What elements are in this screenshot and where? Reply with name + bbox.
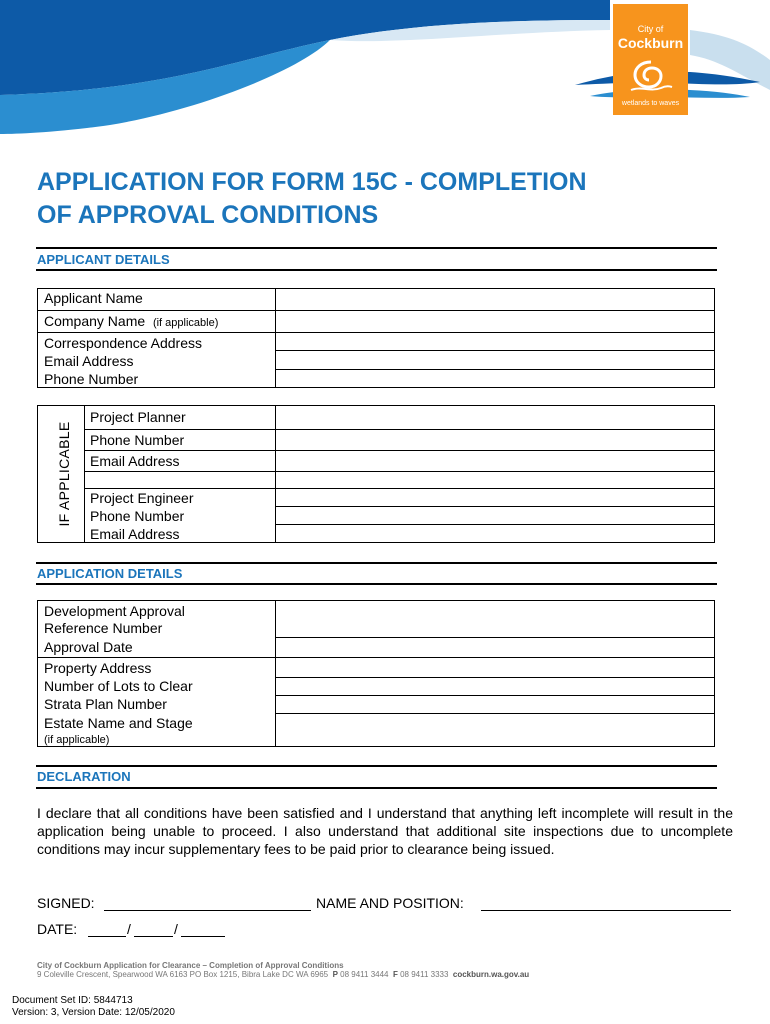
section-rule-top (36, 562, 717, 564)
footer-phone-label: P (332, 970, 338, 979)
property-address-label: Property Address (44, 660, 152, 676)
project-row-line-3 (84, 471, 715, 472)
project-engineer-label: Project Engineer (90, 490, 194, 506)
project-planner-field[interactable] (276, 406, 714, 429)
estate-name-field[interactable] (276, 714, 714, 746)
email-address-label: Email Address (44, 353, 134, 369)
lots-to-clear-label: Number of Lots to Clear (44, 678, 193, 694)
correspondence-address-field[interactable] (276, 333, 714, 350)
date-day-line[interactable] (88, 936, 126, 937)
version-info: Version: 3, Version Date: 12/05/2020 (12, 1007, 175, 1018)
email-address-field[interactable] (276, 351, 714, 369)
approval-date-field[interactable] (276, 638, 714, 657)
city-of-cockburn-logo (613, 4, 688, 115)
engineer-phone-label: Phone Number (90, 508, 185, 524)
footer-address: 9 Coleville Crescent, Spearwood WA 6163 PO Box 1215, Bibra Lake DC WA 6965 (37, 970, 329, 979)
vertical-label-divider (84, 405, 85, 543)
logo-name: Cockburn (617, 35, 684, 51)
section-rule-top (36, 765, 717, 767)
approval-date-label: Approval Date (44, 639, 133, 655)
title-line-1: APPLICATION FOR FORM 15C - COMPLETION (37, 168, 587, 196)
section-rule-bottom (36, 583, 717, 585)
property-address-field[interactable] (276, 658, 714, 677)
project-engineer-field[interactable] (276, 489, 714, 506)
planner-phone-field[interactable] (276, 430, 714, 450)
date-label: DATE: (37, 921, 78, 937)
footer-website[interactable]: cockburn.wa.gov.au (452, 970, 530, 979)
strata-plan-field[interactable] (276, 696, 714, 713)
declaration-heading: DECLARATION (37, 769, 131, 784)
date-month-line[interactable] (134, 936, 173, 937)
engineer-email-field[interactable] (276, 525, 714, 542)
signature-line[interactable] (104, 910, 311, 911)
application-details-heading: APPLICATION DETAILS (37, 566, 183, 581)
declaration-text: I declare that all conditions have been satisfied and I understand that anything left incomplete will result in the application being unable to proceed. I also understand that additional site inspections due to uncomplete conditions may incur supplementary fees to be paid prior to clearance being issued. (37, 805, 733, 857)
section-rule-bottom (36, 269, 717, 271)
lots-to-clear-field[interactable] (276, 678, 714, 695)
development-approval-label-1: Development Approval (44, 603, 185, 619)
planner-phone-label: Phone Number (90, 432, 185, 448)
section-rule-bottom (36, 787, 717, 789)
phone-number-field[interactable] (276, 370, 714, 388)
company-name-note: (if applicable) (152, 317, 219, 329)
logo-swirl-icon (629, 56, 673, 94)
logo-city-of: City of (637, 24, 664, 34)
footer-phone: 08 9411 3444 (340, 970, 389, 979)
company-name-text: Company Name (44, 313, 146, 329)
document-set-id: Document Set ID: 5844713 (12, 995, 133, 1006)
project-planner-label: Project Planner (90, 409, 186, 425)
footer-fax-label: F (392, 970, 398, 979)
date-separator-1: / (127, 921, 131, 937)
planner-email-label: Email Address (90, 453, 180, 469)
date-year-line[interactable] (181, 936, 225, 937)
logo-tagline: wetlands to waves (621, 100, 680, 107)
engineer-phone-field[interactable] (276, 507, 714, 524)
applicant-name-label: Applicant Name (44, 290, 143, 306)
if-applicable-label: IF APPLICABLE (56, 421, 72, 527)
section-rule-top (36, 247, 717, 249)
estate-name-label: Estate Name and Stage (44, 715, 193, 731)
applicant-details-heading: APPLICANT DETAILS (37, 252, 170, 267)
planner-email-field[interactable] (276, 451, 714, 471)
development-approval-label-2: Reference Number (44, 620, 163, 636)
date-separator-2: / (174, 921, 178, 937)
correspondence-address-label: Correspondence Address (44, 335, 202, 351)
footer-contact (37, 970, 529, 979)
strata-plan-label: Strata Plan Number (44, 696, 167, 712)
name-position-line[interactable] (481, 910, 731, 911)
development-approval-field[interactable] (276, 601, 714, 637)
phone-number-label: Phone Number (44, 371, 139, 387)
page-title (37, 166, 737, 232)
estate-name-note: (if applicable) (44, 734, 110, 746)
signed-label: SIGNED: (37, 895, 95, 911)
engineer-email-label: Email Address (90, 526, 180, 542)
footer-fax: 08 9411 3333 (400, 970, 449, 979)
footer-title: City of Cockburn Application for Clearance – Completion of Approval Conditions (37, 961, 344, 970)
name-position-label: NAME AND POSITION: (316, 895, 464, 911)
title-line-2: OF APPROVAL CONDITIONS (37, 201, 379, 229)
applicant-name-field[interactable] (276, 289, 714, 310)
company-name-field[interactable] (276, 311, 714, 332)
